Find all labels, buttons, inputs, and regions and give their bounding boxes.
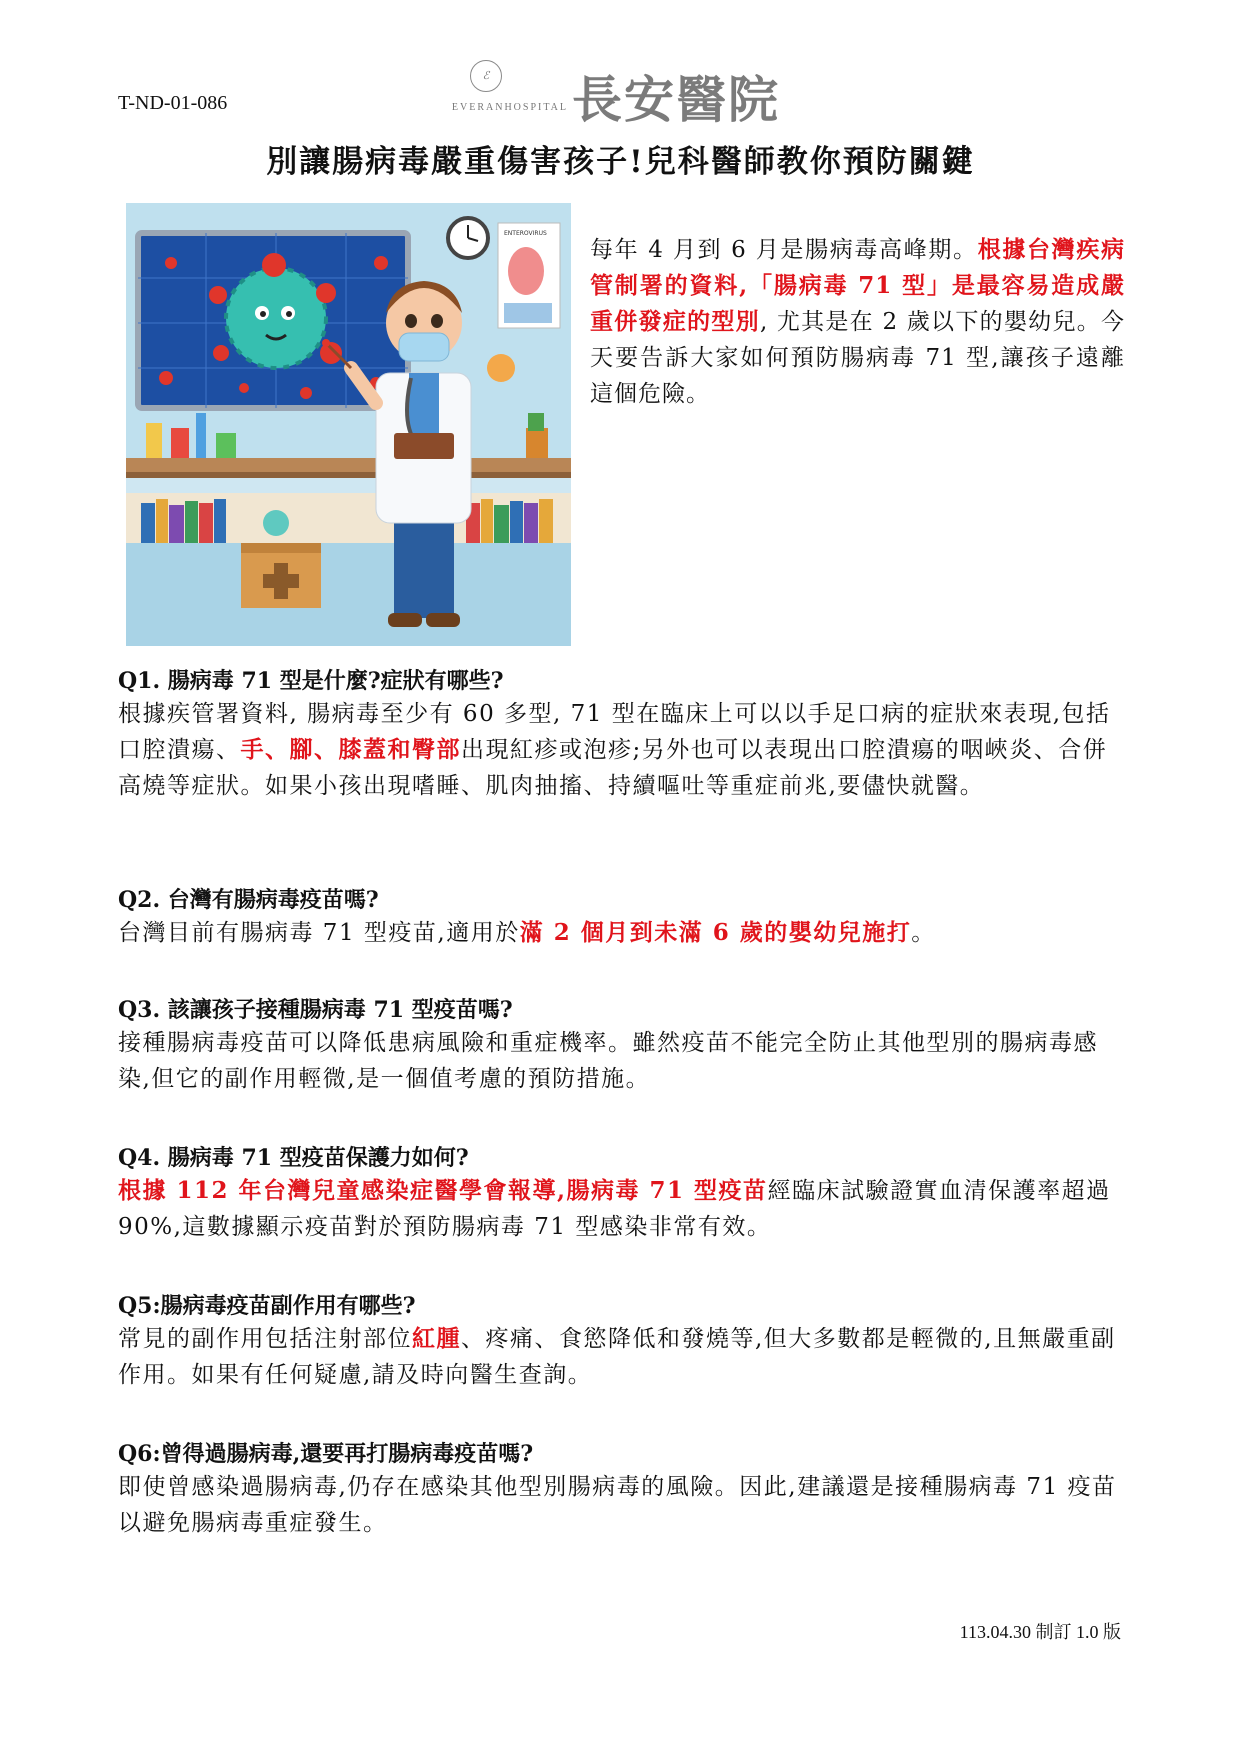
poster-label: ENTEROVIRUS (504, 230, 547, 237)
question-q1: Q1. 腸病毒 71 型是什麼?症狀有哪些? (118, 668, 504, 694)
question-q4: Q4. 腸病毒 71 型疫苗保護力如何? (118, 1145, 469, 1171)
intro-highlight: 根據台灣疾病管制署的資料,「腸病毒 71 型」是最容易造成嚴重併發症的型別 (590, 236, 1125, 335)
answer-q1-text-2: 出現紅疹或泡疹;另外也可以表現出口腔潰瘍的咽峽炎、合併高燒等症狀。如果小孩出現嗜睡、肌肉抽搐、持續嘔吐等重症前兆,要儘快就醫。 (118, 737, 1108, 799)
answer-q2-text-2: 。 (911, 920, 936, 946)
answer-q4-highlight: 根據 112 年台灣兒童感染症醫學會報導,腸病毒 71 型疫苗 (118, 1177, 768, 1204)
answer-q2-text-1: 台灣目前有腸病毒 71 型疫苗,適用於 (118, 920, 520, 946)
intro-text-1: 每年 4 月到 6 月是腸病毒高峰期。 (590, 237, 978, 263)
logo-emblem-icon: ℰ (470, 60, 502, 92)
answer-q4 (118, 1173, 1126, 1245)
answer-q1-highlight: 手、腳、膝蓋和臀部 (240, 736, 461, 763)
revision-footer: 113.04.30 制訂 1.0 版 (959, 1622, 1121, 1642)
answer-q6: 即使曾感染過腸病毒,仍存在感染其他型別腸病毒的風險。因此,建議還是接種腸病毒 71 疫苗以避免腸病毒重症發生。 (118, 1474, 1117, 1536)
question-q5: Q5:腸病毒疫苗副作用有哪些? (118, 1293, 416, 1319)
answer-q5-text-1: 常見的副作用包括注射部位 (118, 1326, 412, 1352)
question-q6: Q6:曾得過腸病毒,還要再打腸病毒疫苗嗎? (118, 1441, 534, 1467)
question-q3: Q3. 該讓孩子接種腸病毒 71 型疫苗嗎? (118, 997, 513, 1023)
answer-q5-text-2: 、疼痛、食慾降低和發燒等,但大多數都是輕微的,且無嚴重副作用。如果有任何疑慮,請及時向醫生查詢。 (118, 1326, 1116, 1388)
page-title: 別讓腸病毒嚴重傷害孩子!兒科醫師教你預防關鍵 (266, 144, 975, 180)
answer-q5-highlight: 紅腫 (412, 1325, 461, 1352)
answer-q4-text: 經臨床試驗證實血清保護率超過 90%,這數據顯示疫苗對於預防腸病毒 71 型感染非常有效。 (118, 1178, 1111, 1240)
cartoon-doctor-illustration (126, 203, 571, 646)
answer-q2 (118, 915, 1126, 951)
logo-english-name: EVERANHOSPITAL (451, 102, 568, 113)
document-code: T-ND-01-086 (118, 92, 228, 114)
answer-q1-text-1: 根據疾管署資料, 腸病毒至少有 60 多型, 71 型在臨床上可以以手足口病的症狀來表現,包括口腔潰瘍、 (118, 701, 1111, 763)
answer-q1 (118, 696, 1126, 804)
answer-q5 (118, 1321, 1126, 1393)
question-q2: Q2. 台灣有腸病毒疫苗嗎? (118, 887, 379, 913)
intro-paragraph (590, 232, 1125, 412)
intro-text-2: , 尤其是在 2 歲以下的嬰幼兒。今天要告訴大家如何預防腸病毒 71 型,讓孩子遠離這個危險。 (590, 309, 1125, 407)
logo-chinese-name: 長安醫院 (572, 71, 780, 129)
answer-q3: 接種腸病毒疫苗可以降低患病風險和重症機率。雖然疫苗不能完全防止其他型別的腸病毒感染,但它的副作用輕微,是一個值考慮的預防措施。 (118, 1030, 1098, 1092)
hospital-logo (426, 58, 826, 129)
answer-q2-highlight: 滿 2 個月到未滿 6 歲的嬰幼兒施打 (519, 919, 912, 946)
